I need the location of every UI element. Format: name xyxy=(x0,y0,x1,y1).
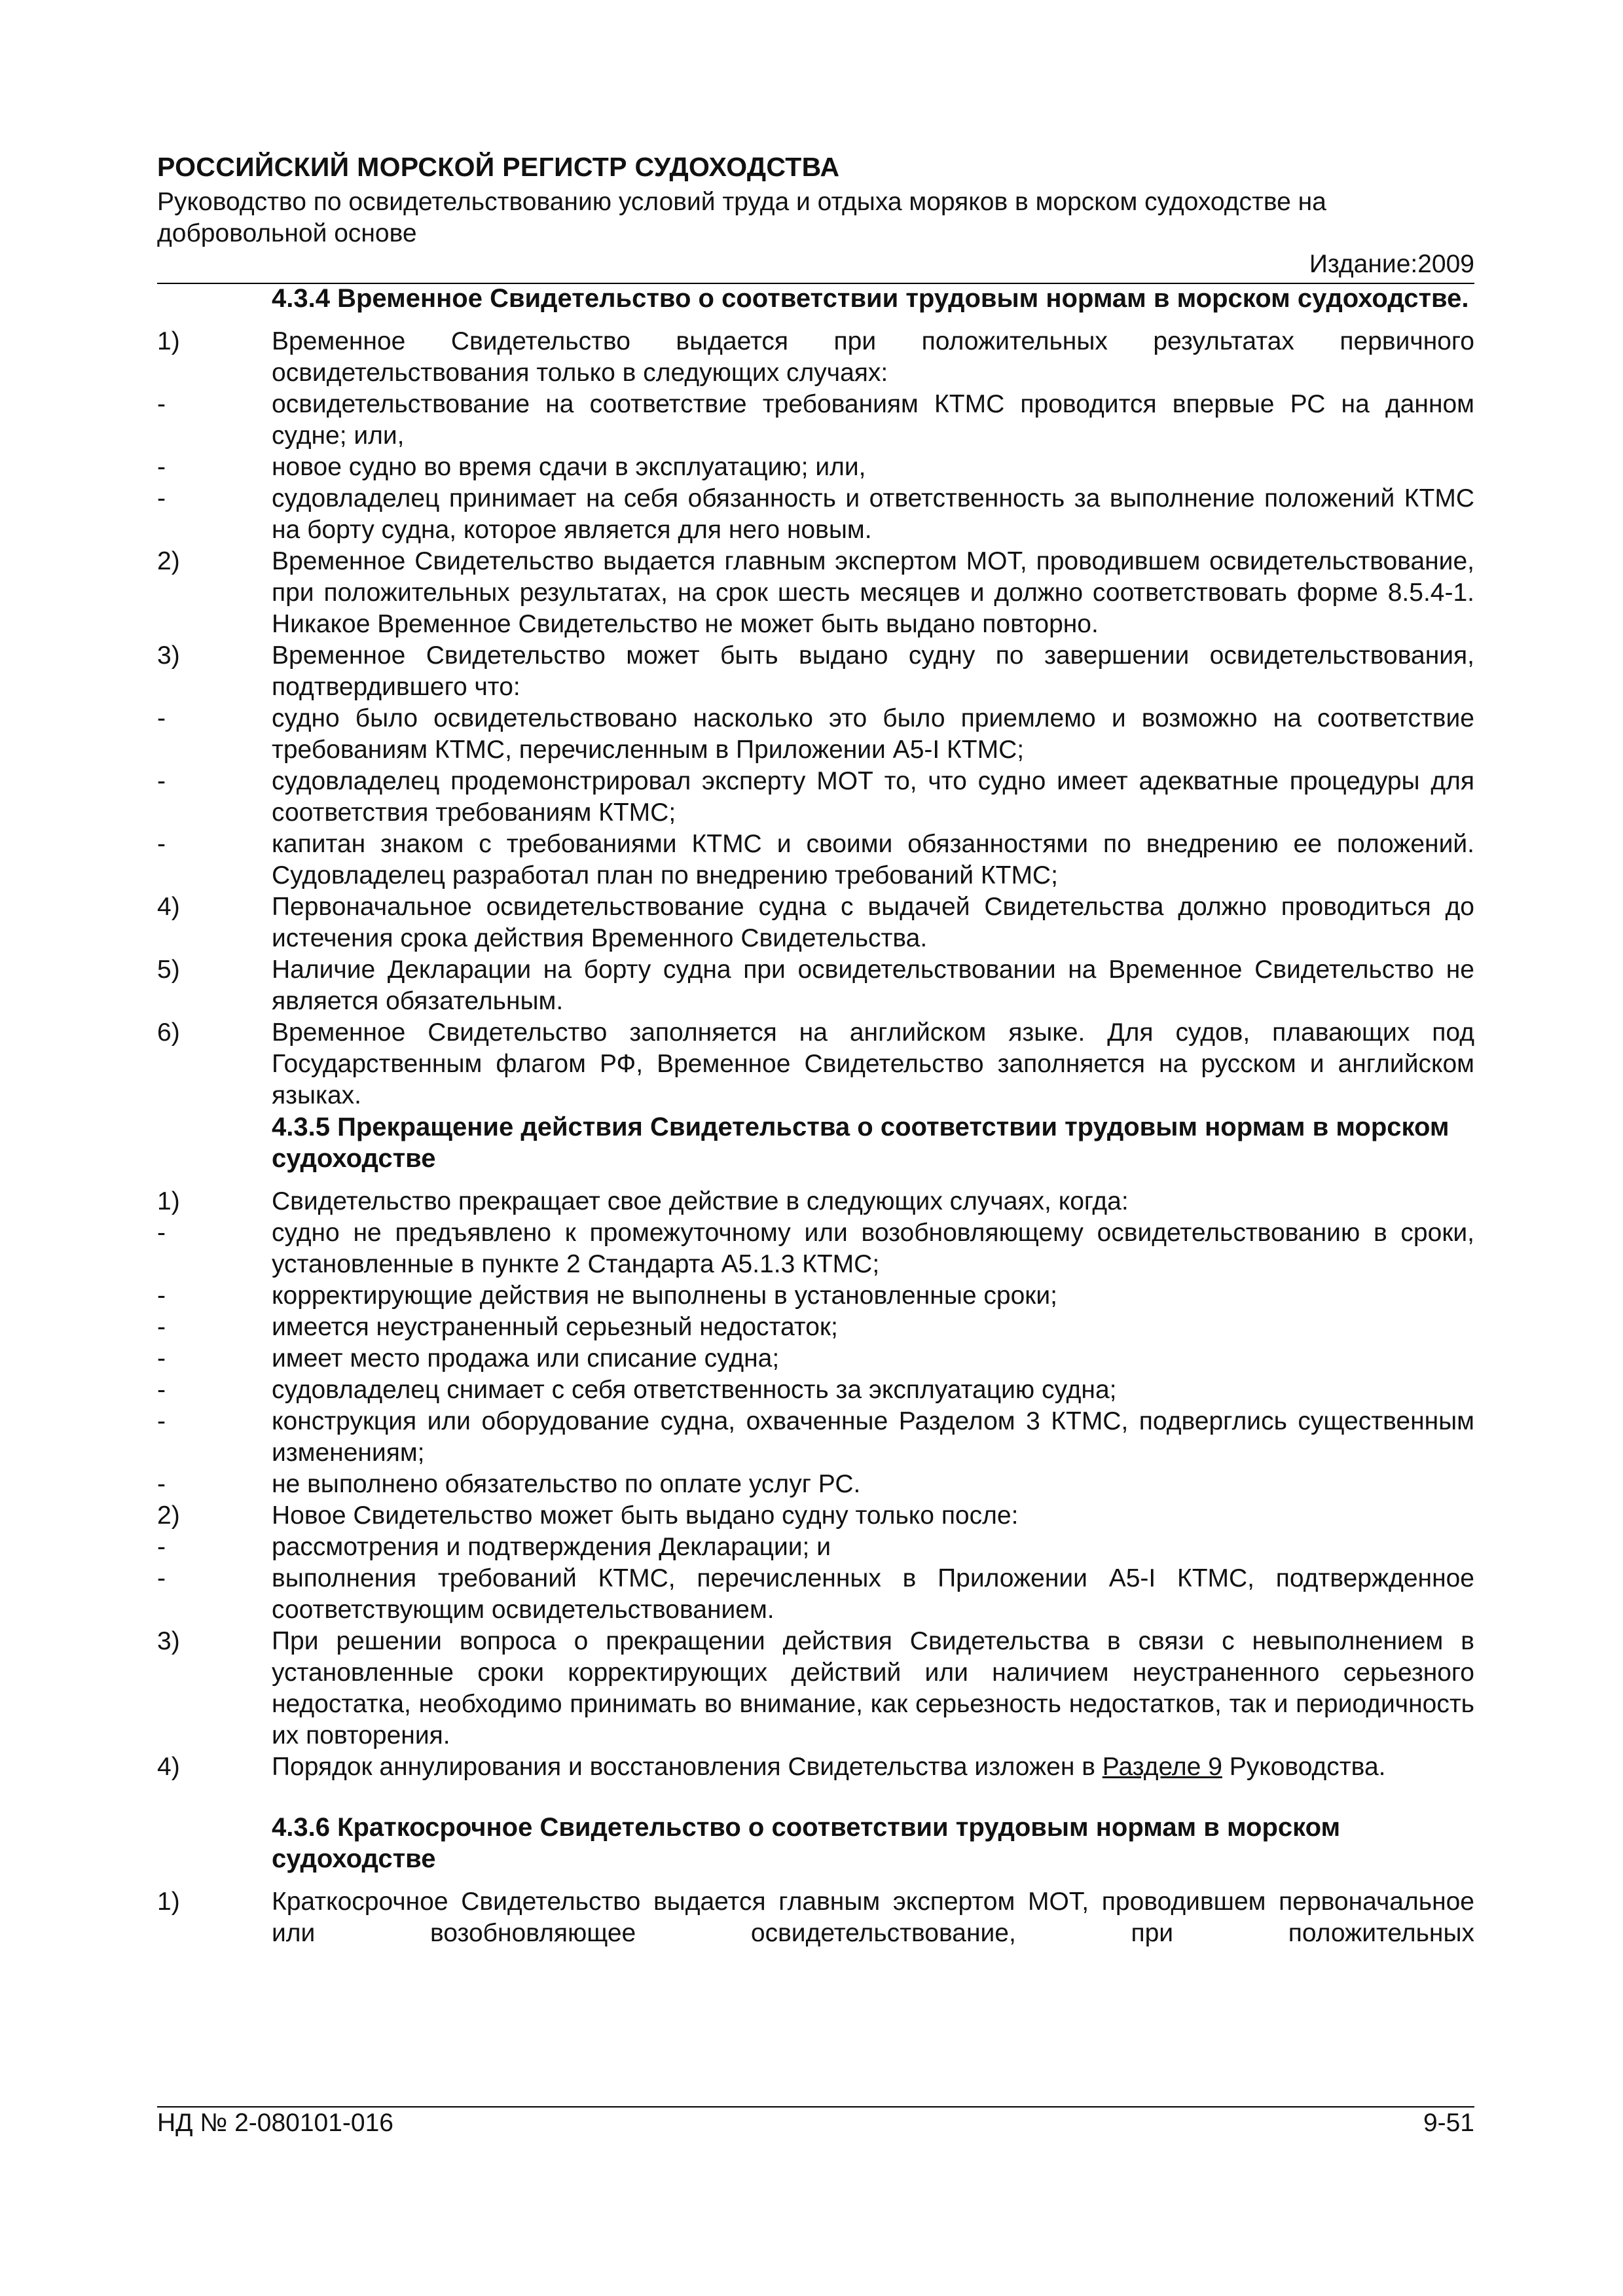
list-item xyxy=(157,766,1474,829)
list-text: судно было освидетельствовано насколько это было приемлемо и возможно на соответствие требованиям КТМС, перечисленным в Приложении А5-I КТМС; xyxy=(272,704,1474,764)
list-text: Наличие Декларации на борту судна при освидетельствовании на Временное Свидетельство не является обязательным. xyxy=(272,956,1474,1015)
list-item xyxy=(157,1217,1474,1280)
list-marker: 3) xyxy=(157,1627,180,1655)
list-marker: 2) xyxy=(157,1501,180,1530)
list-marker: 1) xyxy=(157,327,180,355)
list-item xyxy=(157,891,1474,954)
section-heading-4-3-4: 4.3.4 Временное Свидетельство о соответствии трудовым нормам в морском судоходстве. xyxy=(272,284,1469,313)
list-marker: - xyxy=(157,1376,166,1404)
list-text: При решении вопроса о прекращении действия Свидетельства в связи с невыполнением в установленные сроки корректирующих действий или наличием неустраненного серьезного недостатка, необходимо принимать во внимание, как серьезность недостатков, так и периодичность их повторения. xyxy=(272,1627,1474,1749)
list-item xyxy=(157,1312,1474,1343)
list-text: конструкция или оборудование судна, охваченные Разделом 3 КТМС, подверглись существенным изменениям; xyxy=(272,1407,1474,1467)
document-body xyxy=(157,283,1474,1949)
list-marker: 2) xyxy=(157,547,180,575)
list-text: новое судно во время сдачи в эксплуатацию; или, xyxy=(272,453,866,481)
list-text: судовладелец продемонстрировал эксперту МОТ то, что судно имеет адекватные процедуры для соответствия требованиям КТМС; xyxy=(272,767,1474,827)
list-text: имеется неустраненный серьезный недостаток; xyxy=(272,1313,838,1341)
list-item xyxy=(157,1374,1474,1406)
list-text: выполнения требований КТМС, перечисленных в Приложении А5-I КТМС, подтвержденное соответствующим освидетельствованием. xyxy=(272,1564,1474,1624)
list-marker: 4) xyxy=(157,893,180,921)
edition-label: Издание:2009 xyxy=(1309,250,1474,278)
list-text-end: Руководства. xyxy=(1222,1753,1386,1781)
list-marker: - xyxy=(157,390,166,418)
list-item xyxy=(157,1886,1474,1949)
list-item xyxy=(157,1406,1474,1469)
section-9-link[interactable]: Разделе 9 xyxy=(1102,1753,1222,1781)
list-text: рассмотрения и подтверждения Декларации; и xyxy=(272,1533,831,1561)
list-item xyxy=(157,1626,1474,1751)
list-item xyxy=(157,1343,1474,1374)
list-text xyxy=(272,1751,1474,1783)
list-marker: - xyxy=(157,1533,166,1561)
list-text: капитан знаком с требованиями КТМС и своими обязанностями по внедрению ее положений. Судовладелец разработал план по внедрению требований КТМС; xyxy=(272,830,1474,889)
list-marker: - xyxy=(157,830,166,858)
list-marker: - xyxy=(157,704,166,732)
list-text: Временное Свидетельство выдается главным экспертом МОТ, проводившем освидетельствование, при положительных результатах, на срок шесть месяцев и должно соответствовать форме 8.5.4-1. Никакое Временное Свидетельство не может быть выдано повторно. xyxy=(272,547,1474,638)
list-marker: - xyxy=(157,1407,166,1435)
list-marker: 5) xyxy=(157,956,180,984)
list-marker: 1) xyxy=(157,1187,180,1215)
list-text: Новое Свидетельство может быть выдано судну только после: xyxy=(272,1501,1019,1530)
list-marker: - xyxy=(157,1313,166,1341)
list-item xyxy=(157,1500,1474,1532)
list-text: Первоначальное освидетельствование судна с выдачей Свидетельства должно проводиться до истечения срока действия Временного Свидетельства. xyxy=(272,893,1474,952)
list-item xyxy=(157,546,1474,640)
list-item xyxy=(157,640,1474,703)
list-text: судовладелец снимает с себя ответственность за эксплуатацию судна; xyxy=(272,1376,1117,1404)
list-marker: 6) xyxy=(157,1018,180,1047)
list-item xyxy=(157,703,1474,766)
list-marker: - xyxy=(157,1219,166,1247)
list-marker: - xyxy=(157,767,166,795)
list-marker: - xyxy=(157,1564,166,1592)
document-subtitle: Руководство по освидетельствованию условий труда и отдыха моряков в морском судоходстве на добровольной основе xyxy=(157,188,1326,247)
list-text: Временное Свидетельство заполняется на английском языке. Для судов, плавающих под Государственным флагом РФ, Временное Свидетельство заполняется на русском и английском языках. xyxy=(272,1018,1474,1109)
list-text: судовладелец принимает на себя обязанность и ответственность за выполнение положений КТМС на борту судна, которое является для него новым. xyxy=(272,484,1474,544)
list-marker: - xyxy=(157,453,166,481)
list-text: Временное Свидетельство может быть выдано судну по завершении освидетельствования, подтвердившего что: xyxy=(272,641,1474,701)
list-item xyxy=(157,389,1474,452)
list-text: Временное Свидетельство выдается при положительных результатах первичного освидетельствования только в следующих случаях: xyxy=(272,327,1474,387)
list-marker: 1) xyxy=(157,1888,180,1916)
list-item xyxy=(157,1563,1474,1626)
list-text: корректирующие действия не выполнены в установленные сроки; xyxy=(272,1282,1057,1310)
list-item xyxy=(157,326,1474,389)
list-text: не выполнено обязательство по оплате услуг РС. xyxy=(272,1470,861,1498)
list-item xyxy=(157,1280,1474,1312)
list-marker: - xyxy=(157,1344,166,1372)
organization-title: РОССИЙСКИЙ МОРСКОЙ РЕГИСТР СУДОХОДСТВА xyxy=(157,152,840,182)
list-marker: - xyxy=(157,484,166,512)
list-item xyxy=(157,1751,1474,1783)
list-marker: 4) xyxy=(157,1753,180,1781)
list-item xyxy=(157,1186,1474,1217)
list-marker: 3) xyxy=(157,641,180,670)
list-marker: - xyxy=(157,1282,166,1310)
list-text-start: Порядок аннулирования и восстановления Свидетельства изложен в xyxy=(272,1753,1103,1781)
list-item xyxy=(157,954,1474,1017)
list-text: Краткосрочное Свидетельство выдается главным экспертом МОТ, проводившем первоначальное или возобновляющее освидетельствование, при положительных xyxy=(272,1888,1474,1947)
list-text: судно не предъявлено к промежуточному или возобновляющему освидетельствованию в сроки, установленные в пункте 2 Стандарта А5.1.3 КТМС; xyxy=(272,1219,1474,1278)
list-item xyxy=(157,1017,1474,1111)
page-number: 9-51 xyxy=(1423,2109,1474,2137)
section-heading-4-3-6: 4.3.6 Краткосрочное Свидетельство о соответствии трудовым нормам в морском судоходстве xyxy=(272,1813,1341,1873)
document-number: НД № 2-080101-016 xyxy=(157,2109,393,2137)
list-item xyxy=(157,452,1474,483)
list-item xyxy=(157,483,1474,546)
list-item xyxy=(157,1532,1474,1563)
list-text: Свидетельство прекращает свое действие в следующих случаях, когда: xyxy=(272,1187,1129,1215)
list-text: освидетельствование на соответствие требованиям КТМС проводится впервые РС на данном судне; или, xyxy=(272,390,1474,450)
list-item xyxy=(157,1469,1474,1500)
list-item xyxy=(157,829,1474,891)
list-marker: - xyxy=(157,1470,166,1498)
list-text: имеет место продажа или списание судна; xyxy=(272,1344,780,1372)
section-heading-4-3-5: 4.3.5 Прекращение действия Свидетельства о соответствии трудовым нормам в морском судоходстве xyxy=(272,1113,1450,1173)
